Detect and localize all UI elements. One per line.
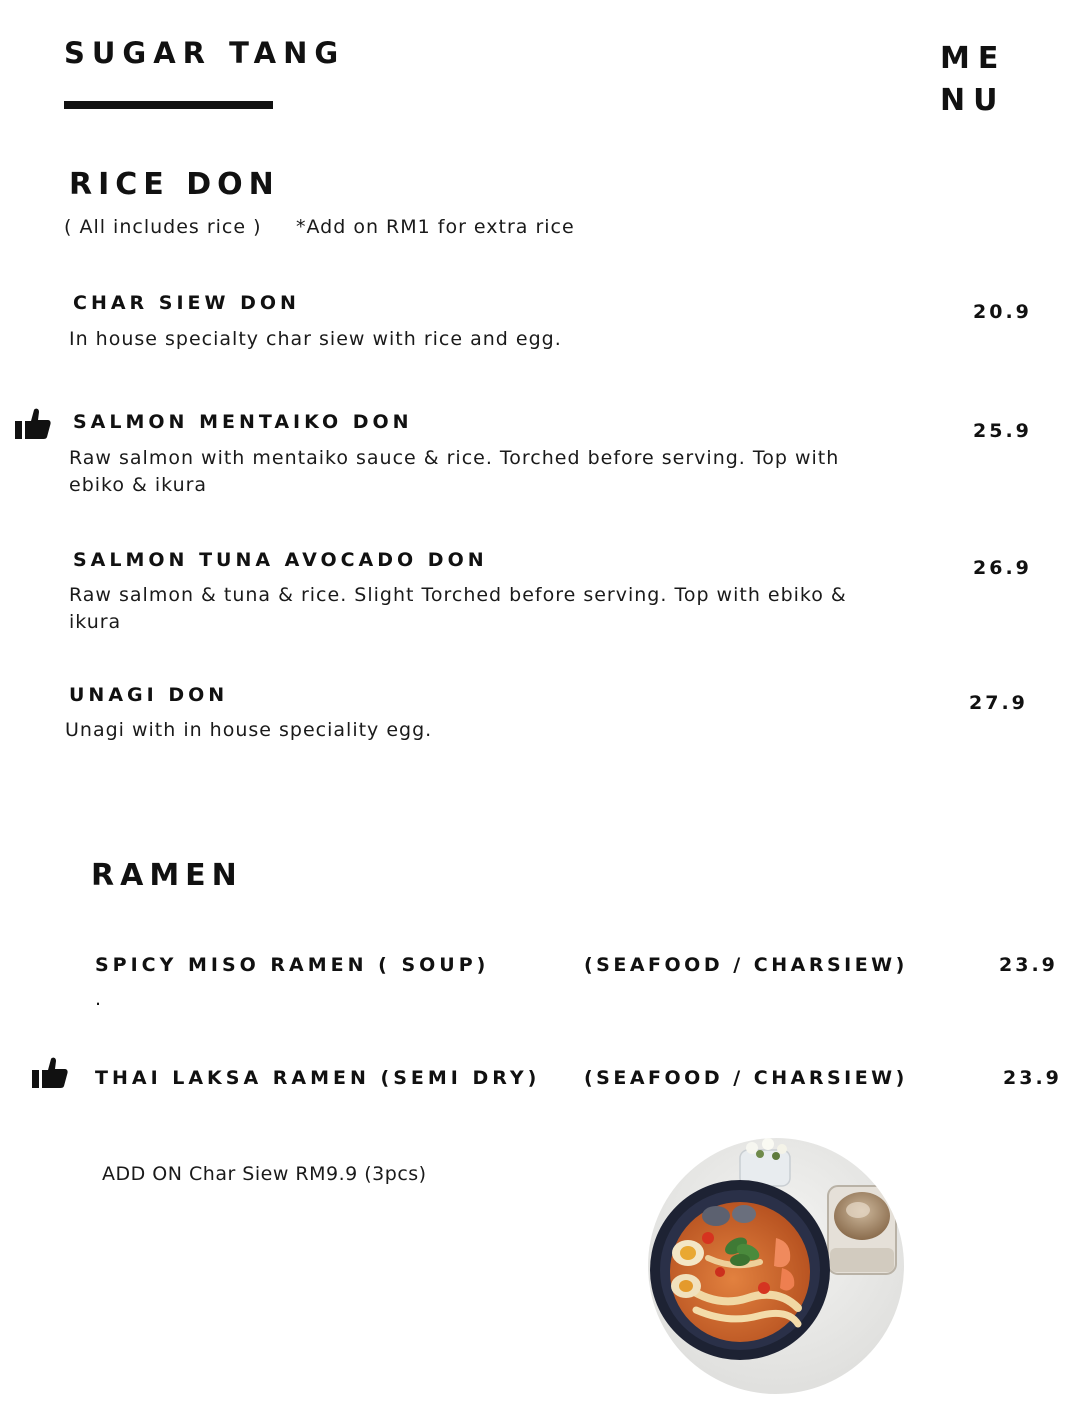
thumbs-up-icon <box>15 408 51 440</box>
thumbs-up-icon <box>32 1057 68 1089</box>
menu-label: MENU <box>940 41 1007 118</box>
item-desc-char-siew-don: In house specialty char siew with rice and egg. <box>69 328 562 350</box>
item-price-char-siew-don: 20.9 <box>973 301 1032 323</box>
item-name-spicy-miso-ramen: SPICY MISO RAMEN ( SOUP) <box>95 954 490 976</box>
item-name-thai-laksa-ramen: THAI LAKSA RAMEN (SEMI DRY) <box>95 1067 541 1089</box>
ramen-photo <box>648 1138 904 1394</box>
item-price-salmon-mentaiko-don: 25.9 <box>973 420 1032 442</box>
item-price-salmon-tuna-avocado-don: 26.9 <box>973 557 1032 579</box>
addon-note: ADD ON Char Siew RM9.9 (3pcs) <box>102 1163 427 1185</box>
item-name-char-siew-don: CHAR SIEW DON <box>73 292 300 314</box>
brand-title: SUGAR TANG <box>64 36 346 70</box>
item-name-unagi-don: UNAGI DON <box>69 684 229 706</box>
item-desc-unagi-don: Unagi with in house speciality egg. <box>65 719 433 741</box>
item-option-thai-laksa-ramen: (SEAFOOD / CHARSIEW) <box>584 1067 908 1089</box>
brand-underline <box>64 101 273 109</box>
item-desc-salmon-mentaiko-don: Raw salmon with mentaiko sauce & rice. Torched before serving. Top with ebiko & ikura <box>69 447 840 496</box>
rice-note: ( All includes rice ) <box>64 216 262 238</box>
extra-rice-note: *Add on RM1 for extra rice <box>296 216 575 238</box>
item-price-spicy-miso-ramen: 23.9 <box>999 954 1058 976</box>
item-price-unagi-don: 27.9 <box>969 692 1028 714</box>
section-title-rice-don: RICE DON <box>69 167 280 202</box>
item-name-salmon-tuna-avocado-don: SALMON TUNA AVOCADO DON <box>73 549 488 571</box>
item-name-salmon-mentaiko-don: SALMON MENTAIKO DON <box>73 411 413 433</box>
stray-dot: . <box>95 988 102 1010</box>
section-title-ramen: RAMEN <box>91 858 243 893</box>
item-desc-salmon-tuna-avocado-don: Raw salmon & tuna & rice. Slight Torched before serving. Top with ebiko & ikura <box>69 584 847 633</box>
item-option-spicy-miso-ramen: (SEAFOOD / CHARSIEW) <box>584 954 908 976</box>
item-price-thai-laksa-ramen: 23.9 <box>1003 1067 1062 1089</box>
